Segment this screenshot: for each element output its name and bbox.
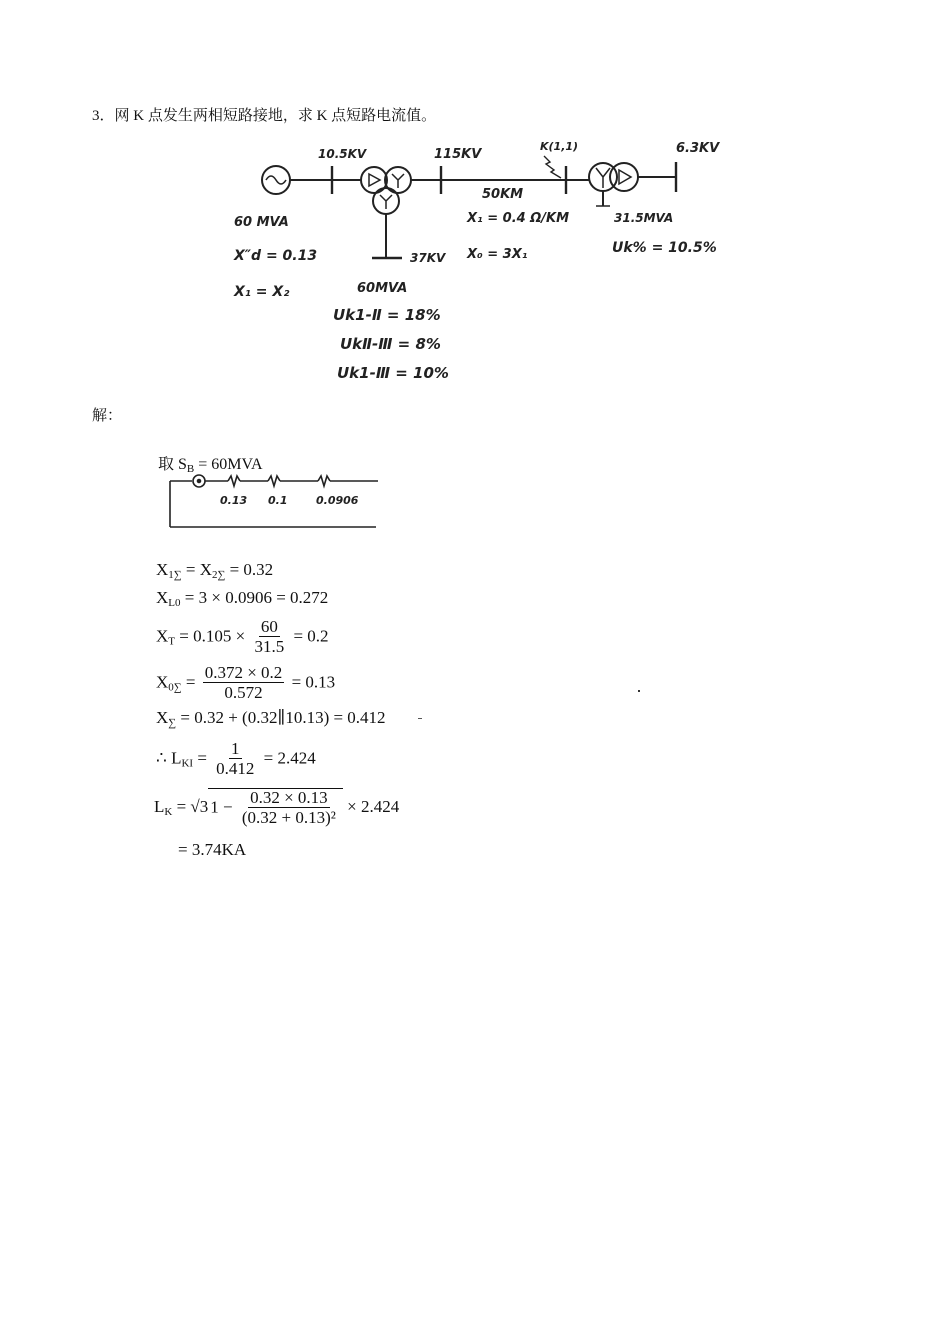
fault-label: K(1,1): [540, 140, 579, 153]
fraction: $\frac{0.372 \times 0.2}{0.572}$: [204, 663, 283, 702]
fraction: $\frac{0.32 \times 0.13}{\text{(0.32 + 0.13)²}}$: [241, 788, 336, 827]
bus4-voltage-label: 6.3KV: [676, 141, 720, 156]
line-x0-label: X₀ = 3X₁: [467, 247, 528, 262]
bus2-voltage-label: 115KV: [434, 147, 482, 162]
equation-lk-result: = 3.74KA: [178, 840, 247, 859]
fraction: $\frac{1}{0.412}$: [216, 739, 255, 778]
gen-rating-label: 60 MVA: [234, 215, 289, 230]
equation-xl0: $X_{L0} = 3 \times 0.0906 = 0.272$: [156, 588, 329, 609]
reactance-3-label: 0.0906: [316, 494, 359, 507]
reactance-2-symbol: [268, 476, 280, 486]
reactance-1-symbol: [228, 476, 240, 486]
base-power: 取 $S_B = 60MVA$: [158, 456, 263, 475]
equation-lki: ∴ $L_{KI}$ = $\frac{1}{0.412}$ = 2.424: [156, 739, 316, 778]
equation-x-sum: $X_\sum = 0.32$ + (0.32∥10.13) = 0.412: [156, 708, 386, 729]
question-text: 3．网 K 点发生两相短路接地，求 K 点短路电流值。: [92, 108, 437, 124]
t1-uk23-label: UkⅡ-Ⅲ = 8%: [340, 335, 441, 353]
equation-xt: $X_T = 0.105$ × $\frac{60}{31.5}$ = 0.2: [156, 617, 329, 656]
line-x1-label: X₁ = 0.4 Ω/KM: [467, 211, 570, 226]
solution-label: 解：: [92, 408, 123, 424]
equivalent-circuit: [0, 0, 950, 560]
gen-x1x2-label: X₁ = X₂: [234, 284, 290, 300]
square-root: 1 − $\frac{0.32 \times 0.13}{\text{(0.32 + 0.13)²}}$: [208, 788, 343, 828]
equation-x0-sum: $X_{0\sum}$ = $\frac{0.372 \times 0.2}{0.572}$ = 0.13: [156, 663, 336, 702]
t1-uk12-label: Uk1-Ⅱ = 18%: [333, 306, 441, 324]
line-length-label: 50KM: [482, 187, 524, 202]
t2-rating-label: 31.5MVA: [614, 211, 674, 225]
equation-x1-x2-sum: $X_{1\sum} = X_{2\sum} = 0.32$: [156, 560, 274, 581]
equation-lk: $L_K = √3$ 1 − $\frac{0.32 \times 0.13}{\text{(0.32 + 0.13)²}}$ × 2.424: [154, 788, 400, 827]
t1-uk13-label: Uk1-Ⅲ = 10%: [337, 364, 449, 382]
reactance-2-label: 0.1: [268, 494, 288, 507]
bus3-voltage-label: 37KV: [410, 251, 446, 265]
speck: [638, 690, 640, 692]
reactance-1-label: 0.13: [220, 494, 248, 507]
speck: [418, 718, 422, 719]
t2-uk-label: Uk% = 10.5%: [612, 240, 717, 256]
t1-rating-label: 60MVA: [357, 281, 408, 296]
gen-xd-label: X″d = 0.13: [234, 248, 318, 264]
bus1-voltage-label: 10.5KV: [318, 147, 367, 161]
fraction: $\frac{60}{31.5}$: [254, 617, 285, 656]
reactance-3-symbol: [318, 476, 330, 486]
